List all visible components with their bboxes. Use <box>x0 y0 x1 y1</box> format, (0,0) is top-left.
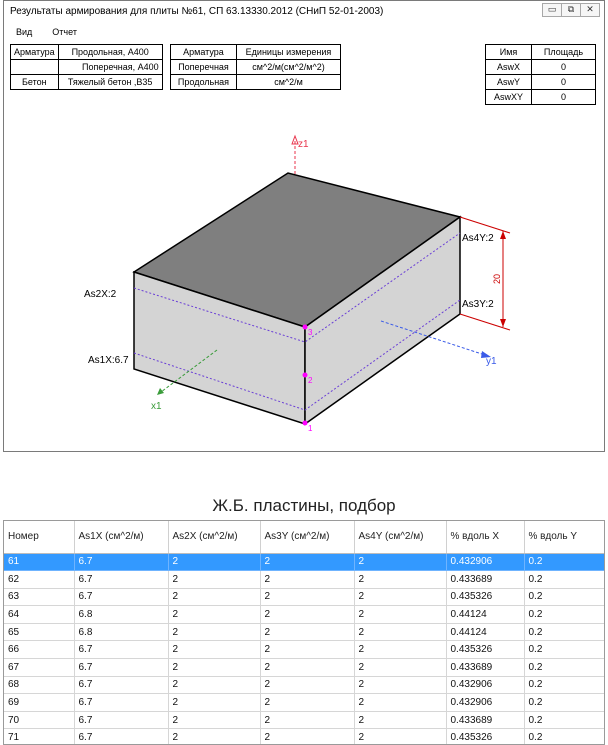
table-cell: 2 <box>354 623 446 641</box>
dimension-arrow-down <box>500 319 506 327</box>
table-cell: 0.2 <box>524 729 605 745</box>
column-header[interactable]: As3Y (см^2/м) <box>260 521 354 553</box>
table-row[interactable] <box>4 641 605 659</box>
table-cell: 2 <box>260 659 354 677</box>
dimension-top-tick <box>460 217 510 233</box>
table-cell: 2 <box>260 553 354 571</box>
node-label: 2 <box>308 376 313 385</box>
node-label: 1 <box>308 424 313 433</box>
dimension-arrow-up <box>500 231 506 239</box>
table-cell: 6.7 <box>74 676 168 694</box>
label-as2x: As2X:2 <box>84 289 117 300</box>
table-cell: 2 <box>260 641 354 659</box>
table-cell: 0.435326 <box>446 729 524 745</box>
area-cell: 0 <box>532 75 596 90</box>
dimension-label: 20 <box>492 273 502 284</box>
label-as3y: As3Y:2 <box>462 299 494 310</box>
table-cell: 68 <box>4 676 74 694</box>
table-cell: 2 <box>354 588 446 606</box>
units-cell: Единицы измерения <box>237 45 341 60</box>
column-header[interactable]: % вдоль Y <box>524 521 605 553</box>
area-cell: AswXY <box>486 90 532 105</box>
column-header[interactable]: % вдоль X <box>446 521 524 553</box>
table-cell: 0.433689 <box>446 571 524 589</box>
table-cell: 0.433689 <box>446 711 524 729</box>
table-cell: 2 <box>354 711 446 729</box>
results-table <box>4 521 605 745</box>
table-cell: 2 <box>260 588 354 606</box>
table-cell: 69 <box>4 694 74 712</box>
table-cell: 0.2 <box>524 623 605 641</box>
table-row[interactable] <box>4 606 605 624</box>
table-cell: 0.432906 <box>446 694 524 712</box>
materials-cell: Поперечная, А400 <box>58 60 162 75</box>
materials-cell: Продольная, А400 <box>58 45 162 60</box>
table-row[interactable] <box>4 588 605 606</box>
table-cell: 0.2 <box>524 659 605 677</box>
table-cell: 2 <box>354 676 446 694</box>
close-icon[interactable]: ✕ <box>580 3 600 17</box>
table-row[interactable] <box>4 729 605 745</box>
node-marker[interactable] <box>303 325 308 330</box>
label-as4y: As4Y:2 <box>462 233 494 244</box>
table-cell: 6.7 <box>74 711 168 729</box>
table-cell: 67 <box>4 659 74 677</box>
table-cell: 0.2 <box>524 588 605 606</box>
results-title: Ж.Б. пластины, подбор <box>212 496 396 515</box>
table-header-row <box>4 521 605 553</box>
column-header[interactable]: Номер <box>4 521 74 553</box>
table-cell: 0.2 <box>524 606 605 624</box>
plate-diagram[interactable] <box>4 1 606 453</box>
table-cell: 6.8 <box>74 623 168 641</box>
table-cell: 2 <box>260 623 354 641</box>
units-cell: Продольная <box>171 75 237 90</box>
table-cell: 2 <box>260 606 354 624</box>
results-window <box>3 0 605 452</box>
table-cell: 0.44124 <box>446 606 524 624</box>
column-header[interactable]: As2X (см^2/м) <box>168 521 260 553</box>
table-cell: 2 <box>168 659 260 677</box>
node-marker[interactable] <box>303 373 308 378</box>
node-marker[interactable] <box>303 421 308 426</box>
table-cell: 2 <box>168 623 260 641</box>
table-cell: 65 <box>4 623 74 641</box>
materials-cell: Арматура <box>11 45 59 60</box>
table-cell: 2 <box>168 553 260 571</box>
y-axis-label: y1 <box>486 356 497 367</box>
table-cell: 2 <box>168 606 260 624</box>
table-cell: 0.435326 <box>446 588 524 606</box>
units-cell: Арматура <box>171 45 237 60</box>
area-cell: Площадь <box>532 45 596 60</box>
area-cell: Имя <box>486 45 532 60</box>
table-cell: 2 <box>168 729 260 745</box>
table-cell: 0.2 <box>524 694 605 712</box>
area-cell: AswY <box>486 75 532 90</box>
area-cell: 0 <box>532 60 596 75</box>
table-cell: 0.2 <box>524 676 605 694</box>
table-cell: 6.7 <box>74 571 168 589</box>
window-title: Результаты армирования для плиты №61, СП 63.13330.2012 (СНиП 52-01-2003) <box>10 6 384 17</box>
table-cell: 63 <box>4 588 74 606</box>
materials-cell: Тяжелый бетон ,B35 <box>58 75 162 90</box>
table-cell: 71 <box>4 729 74 745</box>
table-cell: 2 <box>260 694 354 712</box>
table-cell: 2 <box>168 588 260 606</box>
area-cell: 0 <box>532 90 596 105</box>
table-cell: 64 <box>4 606 74 624</box>
table-cell: 2 <box>354 641 446 659</box>
table-cell: 2 <box>260 711 354 729</box>
materials-cell: Бетон <box>11 75 59 90</box>
table-cell: 2 <box>354 606 446 624</box>
table-cell: 2 <box>168 571 260 589</box>
table-cell: 2 <box>168 641 260 659</box>
table-row[interactable] <box>4 623 605 641</box>
table-cell: 0.2 <box>524 641 605 659</box>
table-cell: 61 <box>4 553 74 571</box>
table-cell: 0.44124 <box>446 623 524 641</box>
table-cell: 2 <box>354 659 446 677</box>
column-header[interactable]: As4Y (см^2/м) <box>354 521 446 553</box>
table-cell: 70 <box>4 711 74 729</box>
table-row[interactable] <box>4 659 605 677</box>
table-cell: 6.7 <box>74 641 168 659</box>
table-cell: 66 <box>4 641 74 659</box>
minimize-icon[interactable]: ▭ <box>542 3 562 17</box>
table-cell: 0.433689 <box>446 659 524 677</box>
table-cell: 2 <box>260 729 354 745</box>
units-cell: см^2/м(см^2/м^2) <box>237 60 341 75</box>
table-row[interactable] <box>4 571 605 589</box>
units-cell: см^2/м <box>237 75 341 90</box>
label-as1x: As1X:6.7 <box>88 355 129 366</box>
table-cell: 2 <box>354 553 446 571</box>
table-cell: 6.7 <box>74 553 168 571</box>
column-header[interactable]: As1X (см^2/м) <box>74 521 168 553</box>
units-cell: Поперечная <box>171 60 237 75</box>
table-cell: 2 <box>354 571 446 589</box>
table-cell: 2 <box>260 676 354 694</box>
node-label: 3 <box>308 328 313 337</box>
table-row[interactable] <box>4 676 605 694</box>
table-cell: 2 <box>168 694 260 712</box>
table-cell: 0.432906 <box>446 553 524 571</box>
restore-icon[interactable]: ⧉ <box>561 3 581 17</box>
table-cell: 6.7 <box>74 588 168 606</box>
table-body <box>4 553 605 745</box>
table-cell: 2 <box>354 694 446 712</box>
table-cell: 6.7 <box>74 729 168 745</box>
menu-report[interactable]: Отчет <box>52 27 77 37</box>
table-cell: 0.2 <box>524 711 605 729</box>
z-axis-label: z1 <box>298 139 309 150</box>
area-cell: AswX <box>486 60 532 75</box>
menu-view[interactable]: Вид <box>16 27 33 37</box>
table-cell: 0.435326 <box>446 641 524 659</box>
table-cell: 62 <box>4 571 74 589</box>
table-row[interactable] <box>4 711 605 729</box>
table-cell: 2 <box>168 676 260 694</box>
table-cell: 2 <box>354 729 446 745</box>
table-row[interactable] <box>4 694 605 712</box>
x-axis-label: x1 <box>151 401 162 412</box>
table-cell: 6.7 <box>74 694 168 712</box>
table-cell: 0.2 <box>524 553 605 571</box>
table-cell: 6.7 <box>74 659 168 677</box>
table-cell: 6.8 <box>74 606 168 624</box>
x-axis-arrow <box>157 388 164 395</box>
table-cell: 0.432906 <box>446 676 524 694</box>
table-cell: 2 <box>260 571 354 589</box>
table-row[interactable] <box>4 553 605 571</box>
results-grid[interactable] <box>3 520 605 745</box>
table-cell: 0.2 <box>524 571 605 589</box>
table-cell: 2 <box>168 711 260 729</box>
